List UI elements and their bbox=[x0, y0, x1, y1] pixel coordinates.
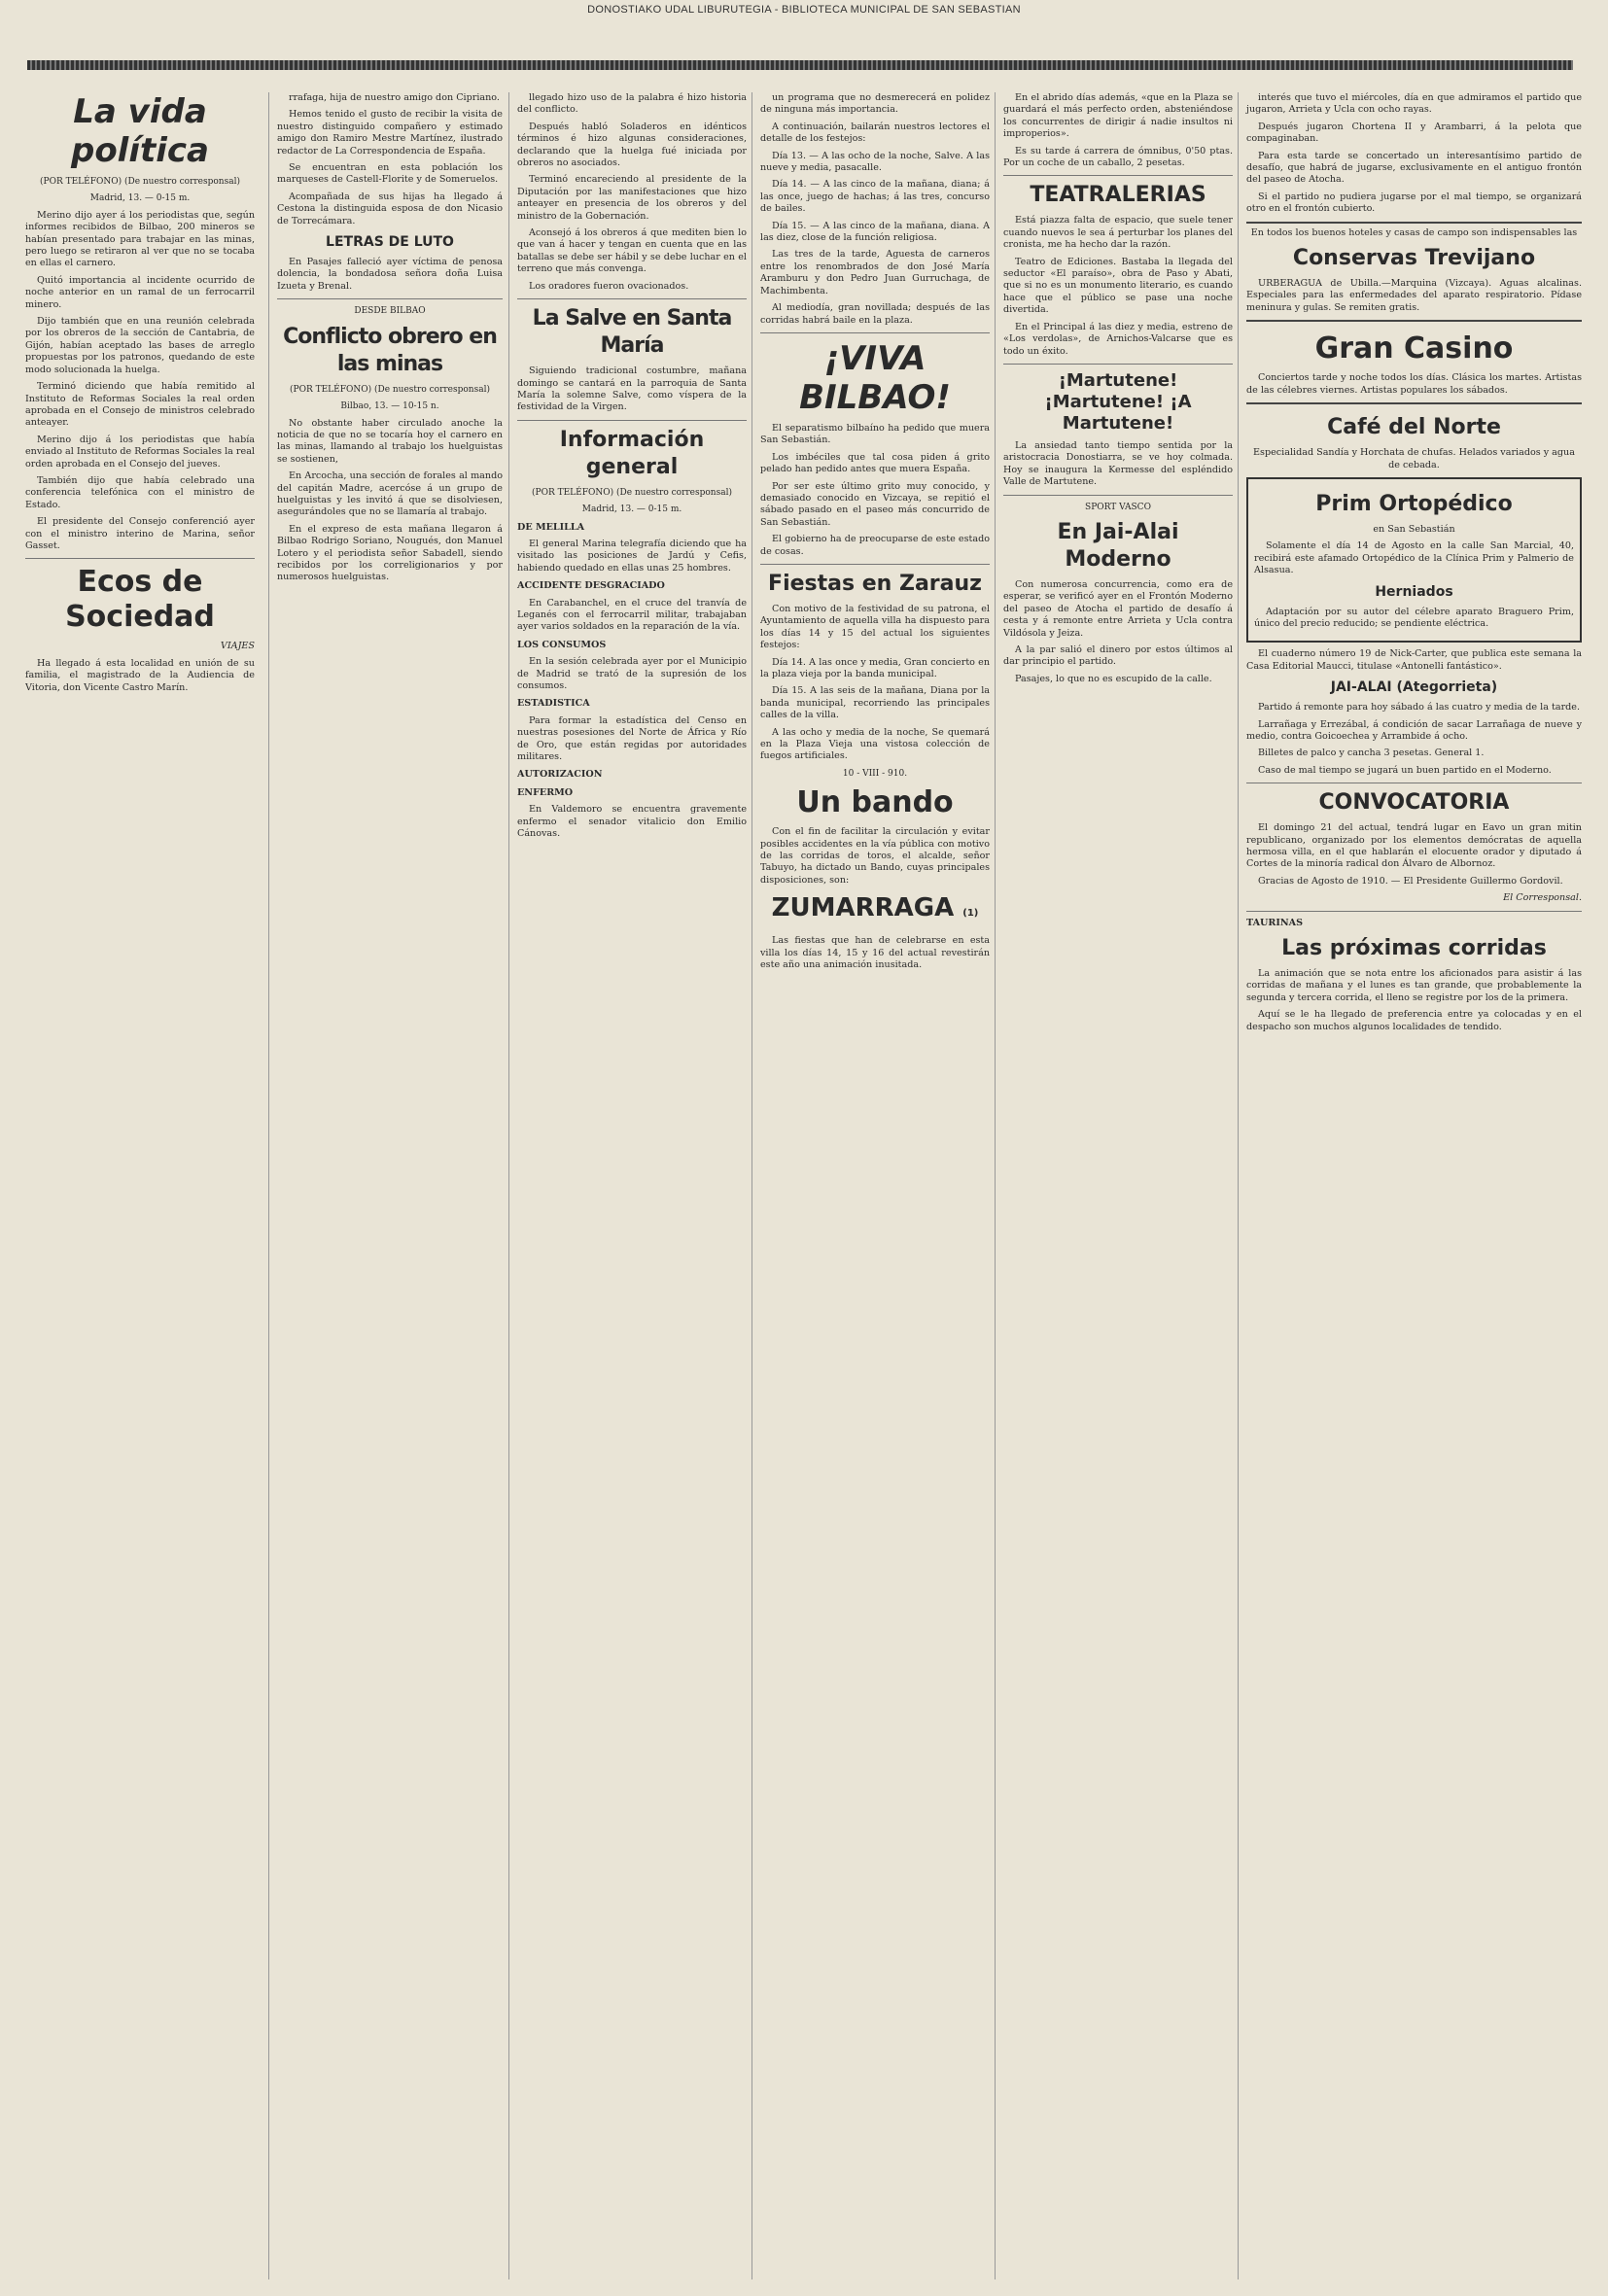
paragraph: Las fiestas que han de celebrarse en esta villa los días 14, 15 y 16 del actual revestirán este año una animación inusitada. bbox=[760, 935, 990, 971]
section-title-viva-bilbao: ¡VIVA BILBAO! bbox=[799, 338, 951, 417]
divider bbox=[760, 332, 990, 333]
advert-title: Prim Ortopédico bbox=[1315, 491, 1513, 516]
paragraph: Al mediodía, gran novillada; después de las corridas habrá baile en la plaza. bbox=[760, 302, 990, 326]
signature: El Corresponsal. bbox=[1503, 892, 1582, 904]
paragraph: Aconsejó á los obreros á que mediten bien lo que van á hacer y tengan en cuenta que en las batallas se debe ser hábil y se debe luchar en el terreno que más convenga. bbox=[517, 227, 747, 275]
paragraph: Ha llegado á esta localidad en unión de su familia, el magistrado de la Audiencia de Vitoria, don Vicente Castro Marín. bbox=[25, 657, 255, 693]
divider bbox=[760, 564, 990, 565]
section-kicker: SPORT VASCO bbox=[1085, 502, 1151, 512]
paragraph: Después habló Soladeros en idénticos términos é hizo algunas consideraciones, declarando que la huelga fué iniciada por obreros no asociados. bbox=[517, 121, 747, 169]
column-6 bbox=[1238, 92, 1582, 2279]
paragraph: En Pasajes falleció ayer víctima de penosa dolencia, la bondadosa señora doña Luisa Izueta y Brenal. bbox=[277, 257, 503, 292]
paragraph: A las ocho y media de la noche, Se quemará en la Plaza Vieja una vistosa colección de fuegos artificiales. bbox=[760, 726, 990, 762]
paragraph: La ansiedad tanto tiempo sentida por la aristocracia Donostiarra, se ve hoy colmada. Hoy se inaugura la Kermesse del espléndido Valle de Martutene. bbox=[1003, 439, 1233, 488]
paragraph: En el expreso de esta mañana llegaron á Bilbao Rodrigo Soriano, Nougués, don Manuel Lotero y el periodista señor Sabadell, siendo recibidos por los correligionarios y por numerosos huelguistas. bbox=[277, 523, 503, 583]
section-kicker: TAURINAS bbox=[1246, 917, 1304, 928]
paragraph: El cuaderno número 19 de Nick-Carter, que publica este semana la Casa Editorial Maucci, titulase «Antonelli fantástico». bbox=[1246, 648, 1582, 672]
paragraph: Para formar la estadística del Censo en nuestras posesiones del Norte de África y Río de Oro, que están regidas por autoridades militares. bbox=[517, 714, 747, 763]
advert-text: Solamente el día 14 de Agosto en la calle San Marcial, 40, recibirá este afamado Ortopédico de la Clínica Prim y Palmerio de Alsasua. bbox=[1254, 540, 1574, 576]
date-signature: 10 - VIII - 910. bbox=[842, 768, 908, 779]
advert-title: Café del Norte bbox=[1327, 415, 1501, 440]
section-title-informacion: Información general bbox=[559, 427, 705, 479]
paragraph: Es su tarde á carrera de ómnibus, 0'50 ptas. Por un coche de un caballo, 2 pesetas. bbox=[1003, 145, 1233, 169]
paragraph: interés que tuvo el miércoles, día en que admiramos el partido que jugaron, Arrieta y Ucla con ocho rayas. bbox=[1246, 92, 1582, 116]
paragraph: Los oradores fueron ovacionados. bbox=[529, 280, 689, 292]
divider bbox=[25, 558, 255, 559]
paragraph: Para esta tarde se concertado un interesantísimo partido de desafío, que habrá de jugarse, exclusivamente en el antiguo frontón del paseo de Atocha. bbox=[1246, 150, 1582, 186]
paragraph: Siguiendo tradicional costumbre, mañana domingo se cantará en la parroquia de Santa María la solemne Salve, como víspera de la festividad de la Virgen. bbox=[517, 365, 747, 413]
paragraph: El presidente del Consejo conferenció ayer con el ministro interino de Marina, señor Gasset. bbox=[25, 516, 255, 551]
paragraph: En Valdemoro se encuentra gravemente enfermo el senador vitalicio don Emilio Cánovas. bbox=[517, 804, 747, 840]
advert-prim-ortopedico bbox=[1246, 477, 1582, 643]
divider bbox=[517, 420, 747, 421]
paragraph: Dijo también que en una reunión celebrada por los obreros de la sección de Cantabria, de Gijón, habían aceptado las bases de arreglo propuestas por los patronos, quedando de este modo solucionada la huelga. bbox=[25, 316, 255, 375]
paragraph: Quitó importancia al incidente ocurrido de noche anterior en un ramal de un ferrocarril minero. bbox=[25, 274, 255, 310]
paragraph: rrafaga, hija de nuestro amigo don Cipriano. bbox=[289, 92, 500, 103]
advert-gran-casino bbox=[1246, 320, 1582, 397]
paragraph: un programa que no desmerecerá en polidez de ninguna más importancia. bbox=[760, 92, 990, 116]
paragraph: En la sesión celebrada ayer por el Municipio de Madrid se trató de la supresión de los consumos. bbox=[517, 656, 747, 691]
paragraph: El general Marina telegrafía diciendo que ha visitado las posiciones de Jardú y Cefis, habiendo quedado en ellas unas 25 hombres. bbox=[517, 538, 747, 574]
divider bbox=[517, 298, 747, 299]
paragraph: Gracias de Agosto de 1910. — El Presidente Guillermo Gordovil. bbox=[1258, 875, 1563, 887]
paragraph: Billetes de palco y cancha 3 pesetas. General 1. bbox=[1258, 748, 1485, 759]
paragraph: La animación que se nota entre los aficionados para asistir á las corridas de mañana y el lunes es tan grande, que probablemente la segunda y tercera corrida, el lleno se registre por los de la primera. bbox=[1246, 968, 1582, 1003]
paragraph: Aquí se le ha llegado de preferencia entre ya colocadas y en el despacho son muchos algunos localidades de tendido. bbox=[1246, 1009, 1582, 1032]
subhead: LOS CONSUMOS bbox=[517, 639, 607, 650]
paragraph: En Arcocha, una sección de forales al mando del capitán Madre, acercóse á un grupo de huelguistas y les invitó á que se disolviesen, asegurándoles que no se llamaría al trabajo. bbox=[277, 470, 503, 518]
section-title-letras-luto: LETRAS DE LUTO bbox=[326, 234, 454, 251]
column-4 bbox=[752, 92, 990, 2279]
paragraph: Pasajes, lo que no es escupido de la calle. bbox=[1015, 673, 1212, 684]
section-title-proximas-corridas: Las próximas corridas bbox=[1281, 936, 1547, 961]
paragraph: Con el fin de facilitar la circulación y evitar posibles accidentes en la vía pública con motivo de las corridas de toros, el alcalde, señor Tabuyo, ha dictado un Bando, cuyas principales disposiciones, son: bbox=[760, 826, 990, 886]
paragraph: A continuación, bailarán nuestros lectores el detalle de los festejos: bbox=[760, 121, 990, 145]
paragraph: llegado hizo uso de la palabra é hizo historia del conflicto. bbox=[517, 92, 747, 116]
divider bbox=[277, 298, 503, 299]
advert-lead: En todos los buenos hoteles y casas de campo son indispensables las bbox=[1250, 226, 1578, 238]
advert-text: URBERAGUA de Ubilla.—Marquina (Vizcaya). Aguas alcalinas. Especiales para las enfermedades del aparato respiratorio. Pídase meninura y gulas. Se remiten gratis. bbox=[1246, 278, 1582, 313]
advert-text: Conciertos tarde y noche todos los días. Clásica los martes. Artistas de las célebres viernes. Artistas populares los sábados. bbox=[1246, 372, 1582, 396]
paragraph: Teatro de Ediciones. Bastaba la llegada del seductor «El paraíso», obra de Paso y Abati, que si no es un monumento literario, es cuando hace que el público se pase una noche divertida. bbox=[1003, 256, 1233, 316]
dateline: Madrid, 13. — 0-15 m. bbox=[89, 193, 191, 204]
section-kicker: DESDE BILBAO bbox=[354, 306, 426, 317]
paragraph: A la par salió el dinero por estos últimos al dar principio el partido. bbox=[1003, 644, 1233, 668]
advert-heading: Herniados bbox=[1375, 583, 1453, 600]
section-title-jai-alai-ategorrieta: JAI-ALAI (Ategorrieta) bbox=[1330, 679, 1498, 696]
paragraph: Día 13. — A las ocho de la noche, Salve. A las nueve y media, pasacalle. bbox=[760, 150, 990, 174]
advert-title: Gran Casino bbox=[1314, 331, 1514, 366]
subhead: ACCIDENTE DESGRACIADO bbox=[517, 580, 665, 592]
masthead-rule bbox=[27, 60, 1573, 70]
column-2 bbox=[268, 92, 503, 2279]
paragraph: Larrañaga y Errezábal, á condición de sacar Larrañaga de nueve y medio, contra Goicoechea y Arrambide á ocho. bbox=[1246, 718, 1582, 742]
footnote-marker: (1) bbox=[962, 908, 979, 920]
column-5 bbox=[995, 92, 1233, 2279]
section-title-jai-alai-moderno: En Jai-Alai Moderno bbox=[1057, 519, 1179, 572]
advert-subtitle: en San Sebastián bbox=[1373, 523, 1455, 535]
paragraph: Las tres de la tarde, Aguesta de carneros entre los renombrados de don José María Aramburu y don Pedro Juan Gurruchaga, de Machimbenta. bbox=[760, 249, 990, 296]
paragraph: En Carabanchel, en el cruce del tranvía de Leganés con el ferrocarril militar, trabajaban ayer varios soldados en la reparación de la vía. bbox=[517, 597, 747, 633]
archive-label: DONOSTIAKO UDAL LIBURUTEGIA - BIBLIOTECA MUNICIPAL DE SAN SEBASTIAN bbox=[587, 4, 1021, 16]
dateline: Madrid, 13. — 0-15 m. bbox=[581, 504, 682, 515]
zumarraga-title-text: ZUMARRAGA bbox=[771, 893, 955, 923]
subhead: DE MELILLA bbox=[517, 521, 585, 533]
paragraph: Con numerosa concurrencia, como era de esperar, se verificó ayer en el Frontón Moderno del paseo de Atocha el partido de desafío á cesta y á remonte entre Arrieta y Ucla contra Vildósola y Jeiza. bbox=[1003, 578, 1233, 639]
byline: (POR TELÉFONO) (De nuestro corresponsal) bbox=[40, 177, 240, 187]
advert-conservas bbox=[1246, 222, 1582, 315]
advert-text: Especialidad Sandía y Horchata de chufas. Helados variados y agua de cebada. bbox=[1253, 447, 1575, 470]
section-title-teatralerias: TEATRALERIAS bbox=[1030, 183, 1206, 208]
paragraph: El gobierno ha de preocuparse de este estado de cosas. bbox=[760, 534, 990, 557]
column-1 bbox=[25, 92, 255, 2279]
paragraph: Después jugaron Chortena II y Arambarri, á la pelota que compaginaban. bbox=[1246, 121, 1582, 145]
paragraph: Por ser este último grito muy conocido, y demasiado conocido en Vizcaya, se repitió el sábado pasado en el paseo más concurrido de San Sebastián. bbox=[760, 480, 990, 528]
paragraph: Día 15. A las seis de la mañana, Diana por la banda municipal, recorriendo las principales calles de la villa. bbox=[760, 685, 990, 721]
paragraph: Terminó encareciendo al presidente de la Diputación por las manifestaciones que hizo anteayer en presencia de los obreros y del ministro de la Gobernación. bbox=[517, 174, 747, 222]
subhead: ESTADISTICA bbox=[517, 698, 590, 710]
section-title-martutene: ¡Martutene! ¡Martutene! ¡A Martutene! bbox=[1044, 369, 1192, 434]
section-title-ecos-sociedad: Ecos de Sociedad bbox=[65, 565, 215, 635]
paragraph: En el abrido días además, «que en la Plaza se guardará el más perfecto orden, absteniéndose los concurrentes de dirigir á nadie insultos ni improperios». bbox=[1003, 92, 1233, 140]
byline: (POR TELÉFONO) (De nuestro corresponsal) bbox=[532, 487, 732, 498]
paragraph: Acompañada de sus hijas ha llegado á Cestona la distinguida esposa de don Nicasio de Torrecámara. bbox=[277, 191, 503, 226]
advert-title: Conservas Trevijano bbox=[1292, 246, 1536, 271]
divider bbox=[1246, 911, 1582, 912]
divider bbox=[1003, 175, 1233, 176]
paragraph: Terminó diciendo que había remitido al Instituto de Reformas Sociales la real orden aprobada en el Consejo de ministros celebrado anteayer. bbox=[25, 381, 255, 429]
paragraph: El separatismo bilbaíno ha pedido que muera San Sebastián. bbox=[760, 422, 990, 446]
paragraph: Merino dijo ayer á los periodistas que, según informes recibidos de Bilbao, 200 mineros se habían presentado para trabajar en las minas, pero luego se retiraron al ver que no se tocaba en ellas el carnero. bbox=[25, 209, 255, 269]
subsection-label: VIAJES bbox=[220, 641, 255, 652]
paragraph: No obstante haber circulado anoche la noticia de que no se tocaría hoy el carnero en las minas, llamando al trabajo los huelguistas se sostienen, bbox=[277, 417, 503, 465]
column-3 bbox=[508, 92, 747, 2279]
section-title-salve: La Salve en Santa María bbox=[532, 306, 732, 359]
divider bbox=[1003, 495, 1233, 496]
subhead: ENFERMO bbox=[517, 786, 574, 798]
paragraph: En el Principal á las diez y media, estreno de «Los verdolas», de Arnichos-Valcarse que es todo un éxito. bbox=[1003, 321, 1233, 357]
section-title-conflicto: Conflicto obrero en las minas bbox=[283, 324, 497, 376]
subhead: AUTORIZACION bbox=[517, 769, 603, 781]
paragraph: Está piazza falta de espacio, que suele tener cuando nuevos le sea á perturbar los planes del cronista, me ha hecho dar la razón. bbox=[1003, 215, 1233, 251]
paragraph: Merino dijo á los periodistas que había enviado al Instituto de Reformas Sociales la real orden aprobada en el Consejo del jueves. bbox=[25, 434, 255, 470]
section-title-un-bando: Un bando bbox=[796, 785, 954, 820]
section-title-vida-politica: La vida política bbox=[70, 92, 209, 170]
advert-text: Adaptación por su autor del célebre aparato Braguero Prim, único del precio reducido; se pendiente eléctrica. bbox=[1254, 606, 1574, 629]
paragraph: Hemos tenido el gusto de recibir la visita de nuestro distinguido compañero y estimado amigo don Ramiro Mestre Martínez, ilustrado redactor de La Correspondencia de España. bbox=[277, 109, 503, 157]
paragraph: El domingo 21 del actual, tendrá lugar en Eavo un gran mitin republicano, organizado por los elementos demócratas de aquella hermosa villa, en el que hablarán el elocuente orador y diputado á Cortes de la minoría radical don Álvaro de Albornoz. bbox=[1246, 822, 1582, 870]
advert-cafe-norte bbox=[1246, 402, 1582, 471]
paragraph: Los imbéciles que tal cosa piden á grito pelado han pedido antes que muera España. bbox=[760, 451, 990, 475]
paragraph: Día 14. A las once y media, Gran concierto en la plaza vieja por la banda municipal. bbox=[760, 656, 990, 679]
paragraph: Con motivo de la festividad de su patrona, el Ayuntamiento de aquella villa ha dispuesto para los días 14 y 15 del actual los siguientes festejos: bbox=[760, 603, 990, 651]
paragraph: También dijo que había celebrado una conferencia telefónica con el ministro de Estado. bbox=[25, 474, 255, 510]
paragraph: Se encuentran en esta población los marqueses de Castell-Florite y de Someruelos. bbox=[277, 162, 503, 186]
paragraph: Día 14. — A las cinco de la mañana, diana; á las once, juego de hachas; á las tres, concurso de bailes. bbox=[760, 179, 990, 215]
paragraph: Si el partido no pudiera jugarse por el mal tiempo, se organizará otro en el frontón cubierto. bbox=[1246, 191, 1582, 215]
byline: (POR TELÉFONO) (De nuestro corresponsal) bbox=[290, 384, 490, 395]
section-title-zumarraga bbox=[760, 892, 990, 929]
divider bbox=[1003, 364, 1233, 365]
paragraph: Día 15. — A las cinco de la mañana, diana. A las diez, close de la función religiosa. bbox=[760, 220, 990, 244]
paragraph: Caso de mal tiempo se jugará un buen partido en el Moderno. bbox=[1258, 764, 1552, 776]
paragraph: Partido á remonte para hoy sábado á las cuatro y media de la tarde. bbox=[1258, 702, 1581, 713]
dateline: Bilbao, 13. — 10-15 n. bbox=[340, 401, 439, 412]
section-title-convocatoria: CONVOCATORIA bbox=[1318, 790, 1510, 816]
section-title-fiestas-zarauz: Fiestas en Zarauz bbox=[768, 571, 982, 596]
